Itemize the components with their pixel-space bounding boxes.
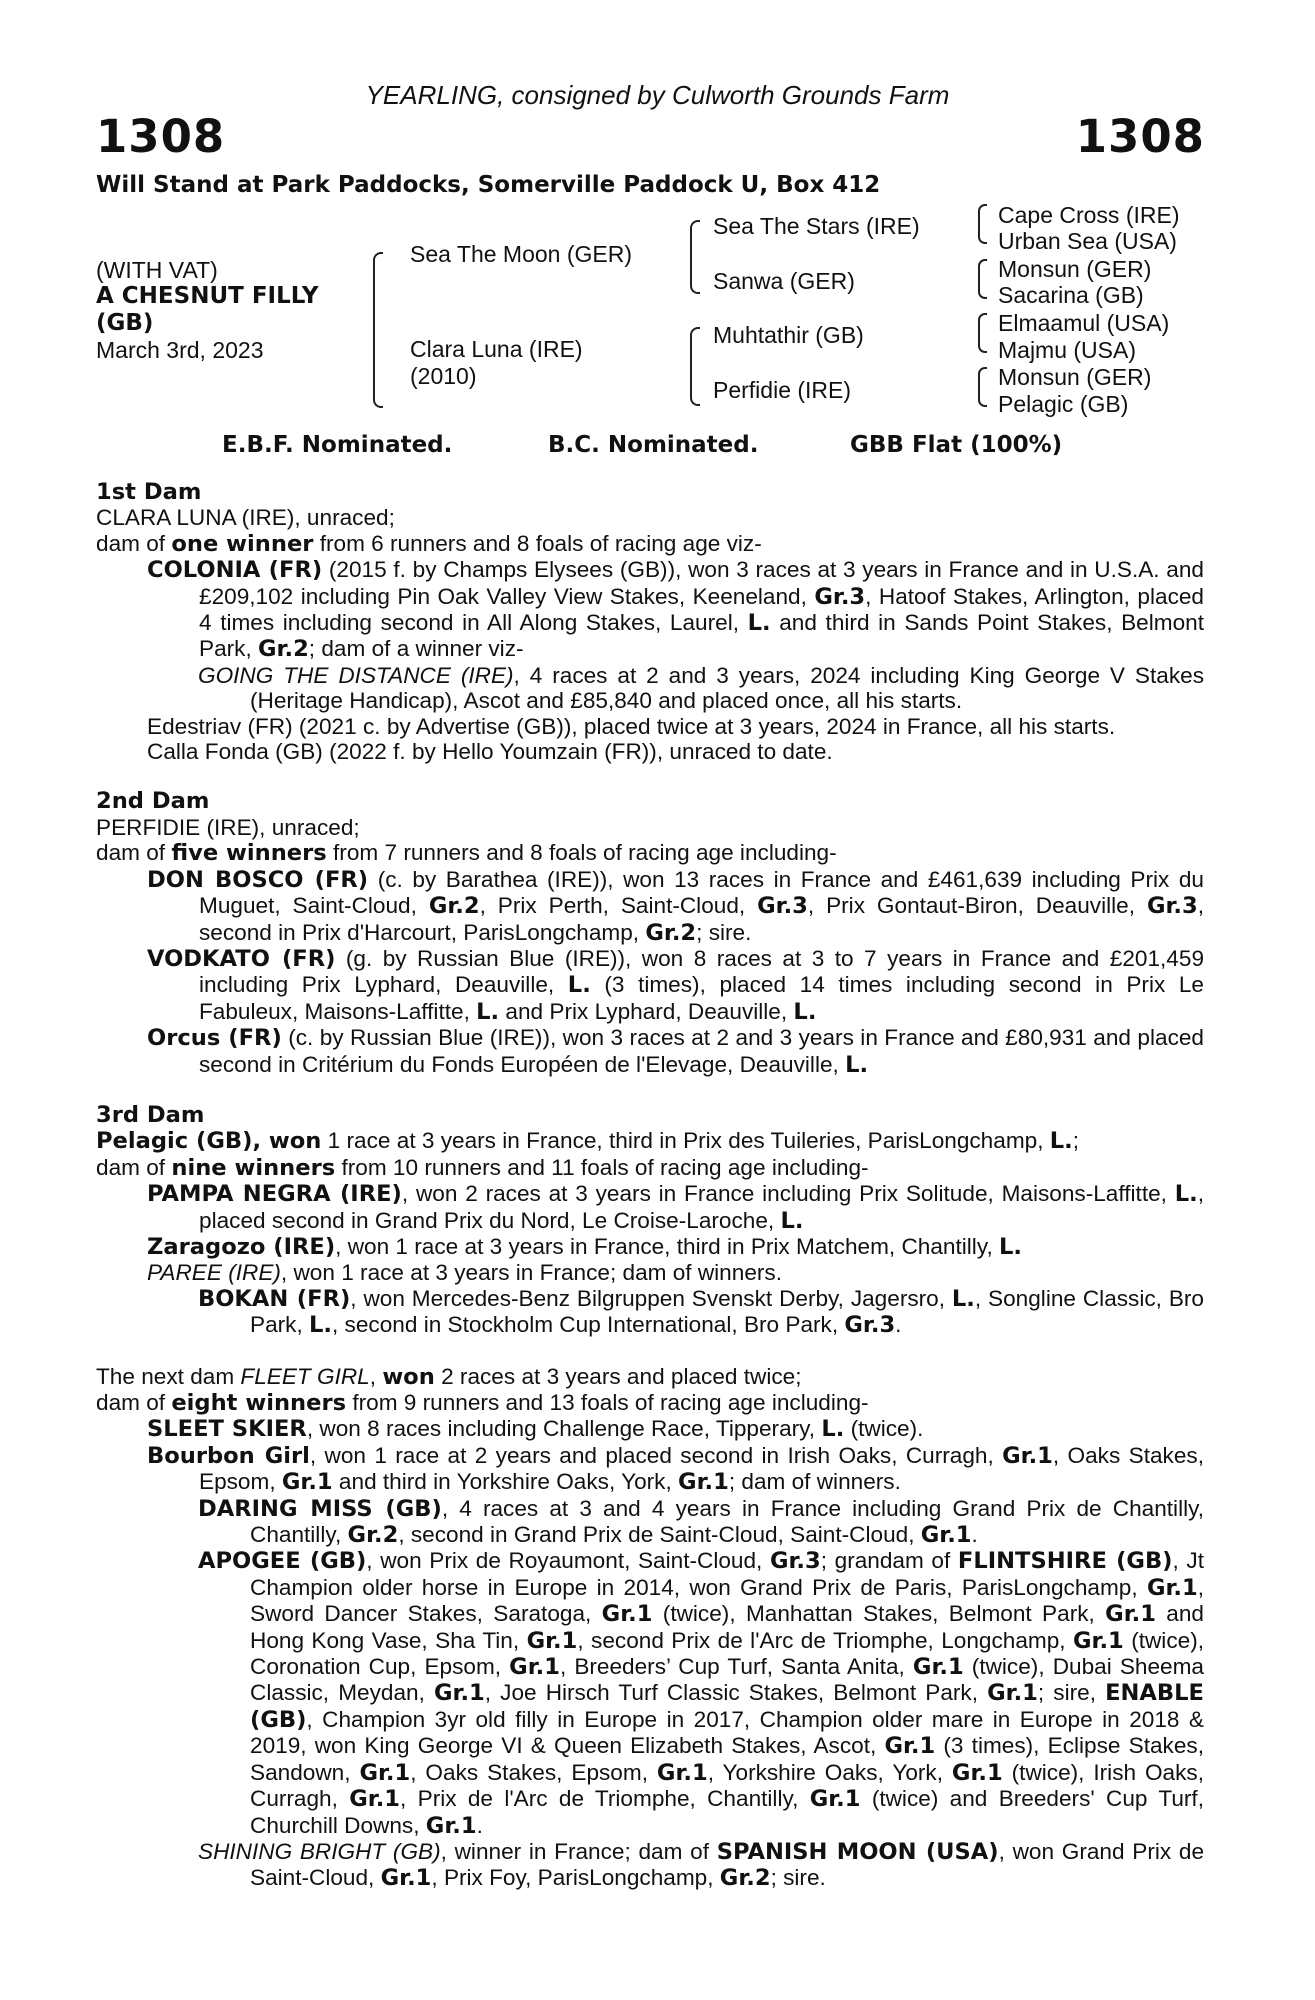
lot-number-left: 1308: [96, 110, 226, 163]
first-dam-heading: 1st Dam: [96, 479, 202, 505]
sds-name: Monsun (GER): [998, 256, 1152, 282]
horse-country: (GB): [96, 310, 154, 336]
sdd-name: Sacarina (GB): [998, 282, 1144, 308]
sire-name: Sea The Moon (GER): [410, 241, 633, 267]
produce-entry-pampa-negra: PAMPA NEGRA (IRE), won 2 races at 3 years in France including Prix Solitude, Maisons-Laffitte, L., placed second in Grand Prix du Nord, Le Croise-Laroche, L.: [147, 1181, 1204, 1234]
produce-entry-apogee: APOGEE (GB), won Prix de Royaumont, Saint-Cloud, Gr.3; grandam of FLINTSHIRE (GB), Jt Champion older horse in Europe in 2014, won Grand Prix de Paris, ParisLongchamp, Gr.1, Sword Dancer Stakes, Saratoga, Gr.1 (twice), Manhattan Stakes, Belmont Park, Gr.1 and Hong Kong Vase, Sha Tin, Gr.1, second Prix de l'Arc de Triomphe, Longchamp, Gr.1 (twice), Coronation Cup, Epsom, Gr.1, Breeders’ Cup Turf, Santa Anita, Gr.1 (twice), Dubai Sheema Classic, Meydan, Gr.1, Joe Hirsch Turf Classic Stakes, Belmont Park, Gr.1; sire, ENABLE (GB), Champion 3yr old filly in Europe in 2017, Champion older mare in Europe in 2018 & 2019, won King George VI & Queen Elizabeth Stakes, Ascot, Gr.1 (3 times), Eclipse Stakes, Sandown, Gr.1, Oaks Stakes, Epsom, Gr.1, Yorkshire Oaks, York, Gr.1 (twice), Irish Oaks, Curragh, Gr.1, Prix de l'Arc de Triomphe, Chantilly, Gr.1 (twice) and Breeders' Cup Turf, Churchill Downs, Gr.1.: [198, 1548, 1204, 1839]
vat-label: (WITH VAT): [96, 257, 218, 283]
dds-name: Monsun (GER): [998, 364, 1152, 390]
sire-sire-name: Sea The Stars (IRE): [713, 213, 920, 239]
pedigree-brace-ds: [978, 313, 987, 353]
pedigree-brace-ss: [978, 204, 987, 244]
ssd-name: Urban Sea (USA): [998, 228, 1177, 254]
dsd-name: Majmu (USA): [998, 337, 1137, 363]
next-dam-line: The next dam FLEET GIRL, won 2 races at 3 years and placed twice;: [96, 1363, 802, 1390]
pedigree-brace-dd: [978, 367, 987, 407]
produce-entry-bokan: BOKAN (FR), won Mercedes-Benz Bilgruppen Svenskt Derby, Jagersro, L., Songline Classic, Bro Park, L., second in Stockholm Cup International, Bro Park, Gr.3.: [198, 1285, 1204, 1339]
foaling-date: March 3rd, 2023: [96, 337, 264, 363]
third-dam-produce-line: dam of nine winners from 10 runners and 11 foals of racing age including-: [96, 1154, 869, 1181]
gbb-status: GBB Flat (100%): [850, 432, 1063, 458]
stand-location: Will Stand at Park Paddocks, Somerville Paddock U, Box 412: [96, 172, 881, 198]
pedigree-brace-sire: [690, 220, 700, 294]
dam-sire-name: Muhtathir (GB): [713, 322, 864, 348]
produce-entry-going-the-distance: GOING THE DISTANCE (IRE), 4 races at 2 and 3 years, 2024 including King George V Stakes (Heritage Handicap), Ascot and £85,840 and placed once, all his starts.: [198, 662, 1204, 714]
dss-name: Elmaamul (USA): [998, 310, 1170, 336]
produce-entry-zaragozo: Zaragozo (IRE), won 1 race at 3 years in France, third in Prix Matchem, Chantilly, L.: [147, 1233, 1022, 1260]
pedigree-brace-sd: [978, 259, 987, 299]
dam-lines: [96, 480, 1204, 1892]
pedigree-brace-dam: [690, 327, 700, 406]
produce-entry-orcus: Orcus (FR) (c. by Russian Blue (IRE)), won 3 races at 2 and 3 years in France and £80,931 and placed second in Critérium du Fonds Européen de l'Elevage, Deauville, L.: [147, 1025, 1204, 1078]
first-dam-name-line: CLARA LUNA (IRE), unraced;: [96, 505, 395, 531]
dam-dam-name: Perfidie (IRE): [713, 377, 852, 403]
produce-entry-don-bosco: DON BOSCO (FR) (c. by Barathea (IRE)), won 13 races in France and £461,639 including Prix du Muguet, Saint-Cloud, Gr.2, Prix Perth, Saint-Cloud, Gr.3, Prix Gontaut-Biron, Deauville, Gr.3, second in Prix d'Harcourt, ParisLongchamp, Gr.2; sire.: [147, 866, 1204, 946]
catalogue-subtitle: YEARLING, consigned by Culworth Grounds Farm: [365, 80, 950, 110]
next-dam-produce-line: dam of eight winners from 9 runners and 13 foals of racing age including-: [96, 1390, 869, 1416]
second-dam-heading: 2nd Dam: [96, 788, 210, 815]
third-dam-name-line: Pelagic (GB), won 1 race at 3 years in France, third in Prix des Tuileries, ParisLongchamp, L.;: [96, 1128, 1080, 1155]
produce-entry-daring-miss: DARING MISS (GB), 4 races at 3 and 4 years in France including Grand Prix de Chantilly, Chantilly, Gr.2, second in Grand Prix de Saint-Cloud, Saint-Cloud, Gr.1.: [198, 1495, 1205, 1549]
ebf-nomination: E.B.F. Nominated.: [222, 432, 453, 458]
produce-entry-sleet-skier: SLEET SKIER, won 8 races including Challenge Race, Tipperary, L. (twice).: [147, 1416, 924, 1443]
second-dam-produce-line: dam of five winners from 7 runners and 8 foals of racing age including-: [96, 840, 837, 867]
dam-year: (2010): [410, 363, 477, 389]
pedigree-brace-main: [373, 252, 383, 408]
sire-dam-name: Sanwa (GER): [713, 268, 855, 294]
dam-name: Clara Luna (IRE): [410, 336, 583, 362]
third-dam-heading: 3rd Dam: [96, 1101, 205, 1128]
produce-entry-edestriav: Edestriav (FR) (2021 c. by Advertise (GB)), placed twice at 3 years, 2024 in France, all his starts.: [147, 713, 1116, 739]
produce-entry-calla-fonda: Calla Fonda (GB) (2022 f. by Hello Youmzain (FR)), unraced to date.: [147, 739, 833, 765]
produce-entry-colonia: COLONIA (FR) (2015 f. by Champs Elysees (GB)), won 3 races at 3 years in France and in U.S.A. and £209,102 including Pin Oak Valley View Stakes, Keeneland, Gr.3, Hatoof Stakes, Arlington, placed 4 times including second in All Along Stakes, Laurel, L. and third in Sands Point Stakes, Belmont Park, Gr.2; dam of a winner viz-: [147, 557, 1204, 663]
produce-entry-bourbon-girl: Bourbon Girl, won 1 race at 2 years and placed second in Irish Oaks, Curragh, Gr.1, Oaks Stakes, Epsom, Gr.1 and third in Yorkshire Oaks, York, Gr.1; dam of winners.: [147, 1442, 1204, 1496]
second-dam-name-line: PERFIDIE (IRE), unraced;: [96, 814, 360, 840]
produce-entry-shining-bright: SHINING BRIGHT (GB), winner in France; dam of SPANISH MOON (USA), won Grand Prix de Saint-Cloud, Gr.1, Prix Foy, ParisLongchamp, Gr.2; sire.: [198, 1838, 1205, 1892]
bc-nomination: B.C. Nominated.: [548, 432, 759, 458]
horse-name: A CHESNUT FILLY: [96, 283, 319, 309]
first-dam-produce-line: dam of one winner from 6 runners and 8 foals of racing age viz-: [96, 530, 762, 557]
produce-entry-paree: PAREE (IRE), won 1 race at 3 years in France; dam of winners.: [147, 1260, 782, 1286]
produce-entry-vodkato: VODKATO (FR) (g. by Russian Blue (IRE)), won 8 races at 3 to 7 years in France and £201,459 including Prix Lyphard, Deauville, L. (3 times), placed 14 times including second in Prix Le Fabuleux, Maisons-Laffitte, L. and Prix Lyphard, Deauville, L.: [147, 945, 1205, 1025]
lot-number-right: 1308: [1075, 110, 1205, 163]
ddd-name: Pelagic (GB): [998, 391, 1129, 417]
sss-name: Cape Cross (IRE): [998, 202, 1180, 228]
